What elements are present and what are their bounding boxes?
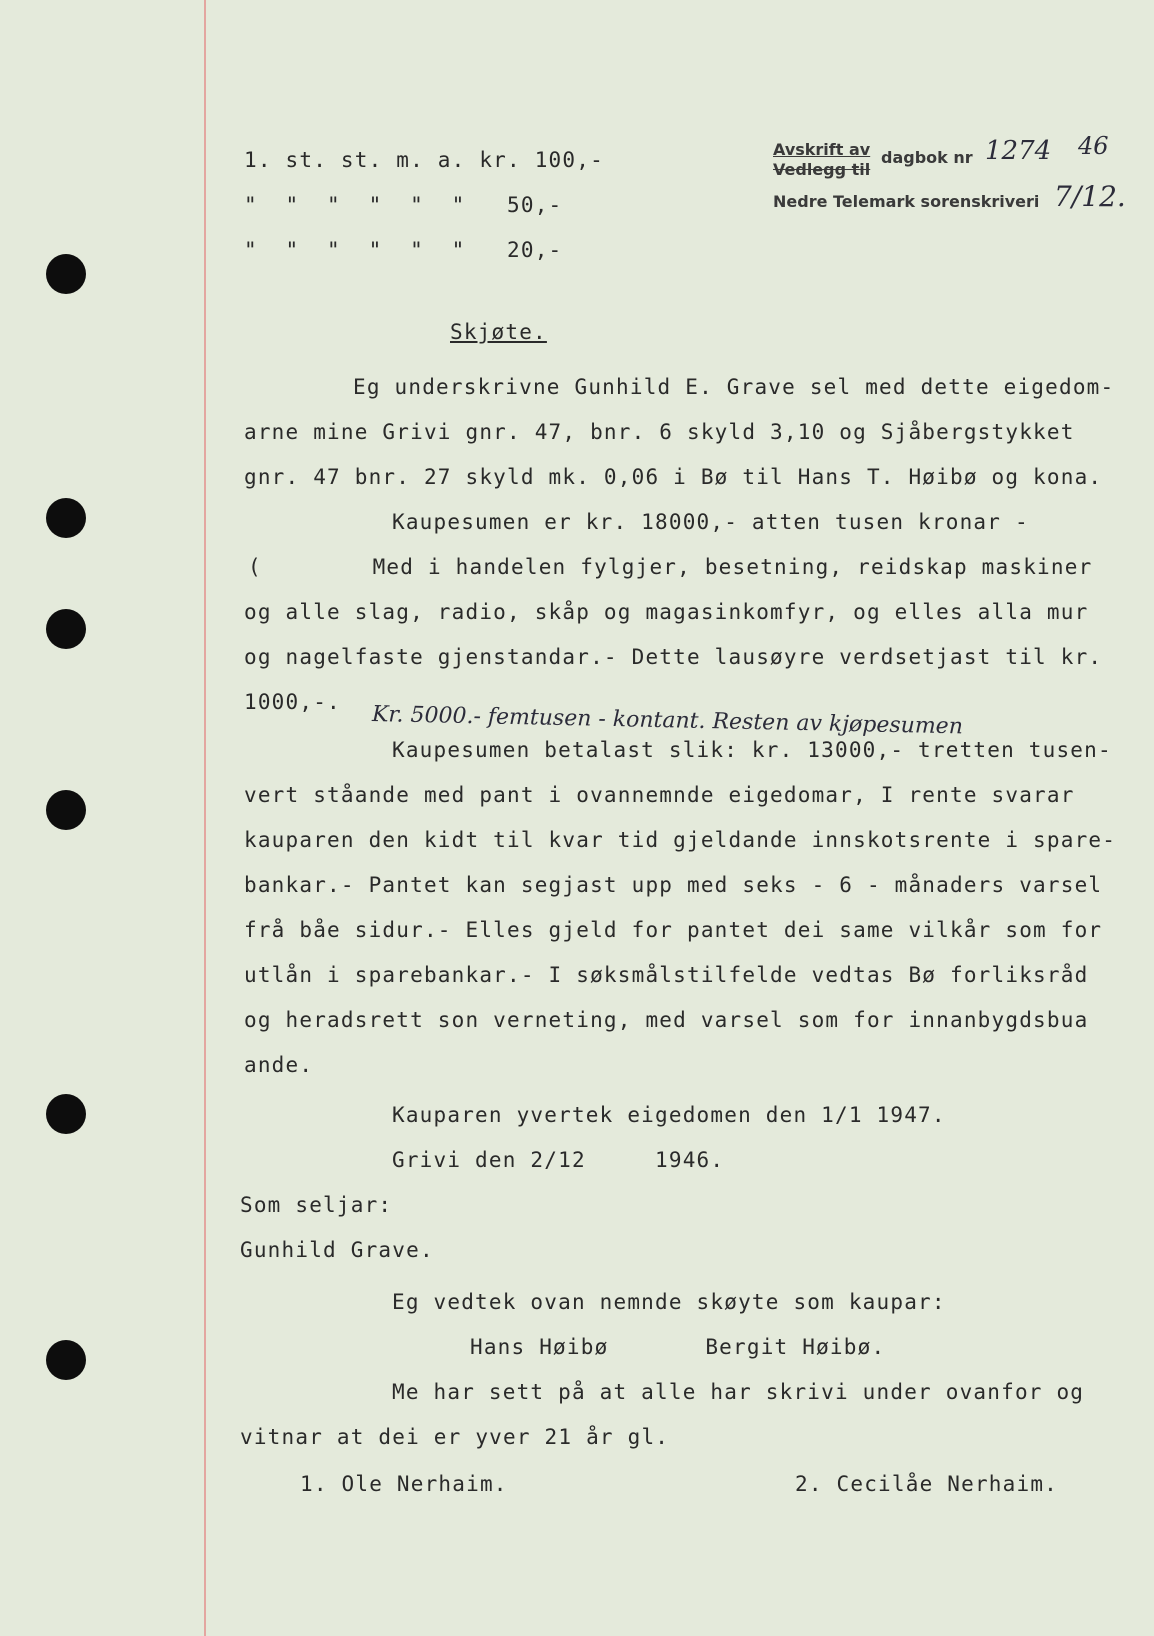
handwritten-note: Kr. 5000.- femtusen - kontant. Resten av kjøpesumen <box>371 702 964 740</box>
witness-2: 2. Cecilåe Nerhaim. <box>795 1472 1059 1496</box>
witness-1: 1. Ole Nerhaim. <box>300 1472 508 1496</box>
stamp-handwritten-date: 7/12. <box>1054 180 1126 213</box>
body-line: Me har sett på at alle har skrivi under ovanfor og <box>392 1380 1085 1404</box>
fee-line: " " " " " " 50,- <box>244 193 563 217</box>
body-line: Eg underskrivne Gunhild E. Grave sel med dette eigedom- <box>353 375 1115 399</box>
body-line: Gunhild Grave. <box>240 1238 434 1262</box>
body-line: Som seljar: <box>240 1193 393 1217</box>
body-line: ande. <box>244 1053 314 1077</box>
body-line: gnr. 47 bnr. 27 skyld mk. 0,06 i Bø til Hans T. Høibø og kona. <box>244 465 1103 489</box>
punch-hole <box>46 609 86 649</box>
body-line: Hans Høibø Bergit Høibø. <box>470 1335 886 1359</box>
body-line: vitnar at dei er yver 21 år gl. <box>240 1425 670 1449</box>
body-line: og heradsrett son verneting, med varsel som for innanbygdsbua <box>244 1008 1089 1032</box>
body-line: Kaupesumen er kr. 18000,- atten tusen kronar - <box>392 510 1029 534</box>
body-line: arne mine Grivi gnr. 47, bnr. 6 skyld 3,10 og Sjåbergstykket <box>244 420 1075 444</box>
body-line: utlån i sparebankar.- I søksmålstilfelde vedtas Bø forliksråd <box>244 963 1089 987</box>
punch-hole <box>46 498 86 538</box>
body-line: Kaupesumen betalast slik: kr. 13000,- tretten tusen- <box>392 738 1112 762</box>
punch-hole <box>46 1094 86 1134</box>
body-line: vert ståande med pant i ovannemnde eigedomar, I rente svarar <box>244 783 1075 807</box>
margin-line <box>204 0 206 1636</box>
body-line: ( Med i handelen fylgjer, besetning, reidskap maskiner <box>248 555 1093 579</box>
body-line: frå båe sidur.- Elles gjeld for pantet dei same vilkår som for <box>244 918 1103 942</box>
document-title: Skjøte. <box>450 320 547 344</box>
punch-hole <box>46 790 86 830</box>
stamp-line: dagbok nr <box>881 148 973 167</box>
body-line: 1000,-. <box>244 690 341 714</box>
stamp-handwritten-year: 46 <box>1078 132 1109 160</box>
punch-hole <box>46 1340 86 1380</box>
punch-hole <box>46 254 86 294</box>
body-line: Eg vedtek ovan nemnde skøyte som kaupar: <box>392 1290 946 1314</box>
body-line: Kauparen yvertek eigedomen den 1/1 1947. <box>392 1103 946 1127</box>
fee-line: " " " " " " 20,- <box>244 238 563 262</box>
fee-line: 1. st. st. m. a. kr. 100,- <box>244 148 604 172</box>
stamp-line: Nedre Telemark sorenskriveri <box>773 192 1040 211</box>
body-line: kauparen den kidt til kvar tid gjeldande innskotsrente i spare- <box>244 828 1117 852</box>
body-line: Grivi den 2/12 1946. <box>392 1148 725 1172</box>
stamp-line: Avskrift av <box>773 140 871 159</box>
body-line: og alle slag, radio, skåp og magasinkomfyr, og elles alla mur <box>244 600 1089 624</box>
body-line: og nagelfaste gjenstandar.- Dette lausøyre verdsetjast til kr. <box>244 645 1103 669</box>
stamp-line: Vedlegg til <box>773 160 871 179</box>
body-line: bankar.- Pantet kan segjast upp med seks - 6 - månaders varsel <box>244 873 1103 897</box>
stamp-handwritten-number: 1274 <box>985 136 1052 166</box>
